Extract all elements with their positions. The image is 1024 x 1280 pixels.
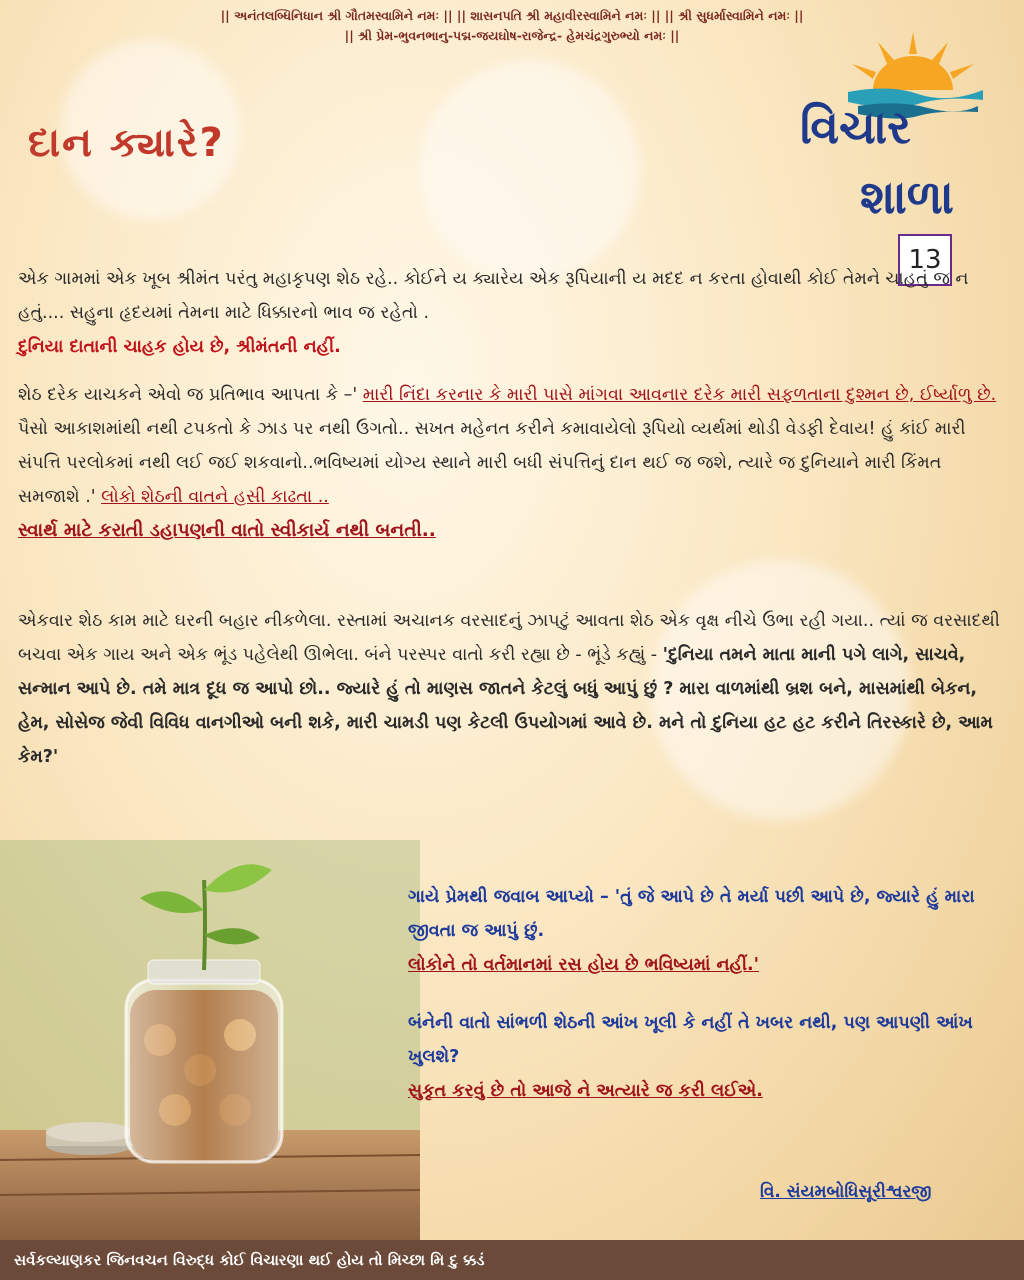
- brand-name-line-1: વિચાર: [800, 100, 911, 154]
- conclusion-text: બંનેની વાતો સાંભળી શેઠની આંખ ખૂલી કે નહીં તે ખબર નથી, પણ આપણી આંખ ખુલશે?: [408, 1013, 973, 1067]
- paragraph-conclusion: [408, 1006, 998, 1108]
- coin-jar-plant-image: [0, 840, 420, 1240]
- invocation-line-1: || અનંતલબ્ધિનિધાન શ્રી ગૌતમસ્વામિને નમઃ || || શાસનપતિ શ્રી મહાવીરસ્વામિને નમઃ || || શ્રી સુધર્માસ્વામિને નમઃ ||: [220, 8, 804, 23]
- cow-reply-highlight: લોકોને તો વર્તમાનમાં રસ હોય છે ભવિષ્યમાં નહીં.': [408, 955, 759, 975]
- pig-quote: 'દુનિયા તમને માતા માની પગે લાગે, સાચવે, સન્માન આપે છે. તમે માત્ર દૂધ જ આપો છો.. જ્યારે હું તો માણસ જાતને કેટલું બધું આપું છું ? મારા વાળમાંથી બ્રશ બને, માસમાંથી બેકન, હેમ, સોસેજ જેવી વિવિધ વાનગીઓ બની શકે, મારી ચામડી પણ કેટલી ઉપયોગમાં આવે છે. મને તો દુનિયા હટ હટ કરીને તિરસ્કારે છે, આમ કેમ?': [18, 645, 993, 767]
- footer-banner: સર્વકલ્યાણકર જિનવચન વિરુદ્ધ કોઈ વિચારણા થઈ હોય તો મિચ્છા મિ દુ ક્કડં: [0, 1240, 1024, 1280]
- paragraph-seth-response: [18, 378, 1008, 548]
- seth-quote-underlined: મારી નિંદા કરનાર કે મારી પાસે માંગવા આવનાર દરેક મારી સફળતાના દુશ્મન છે, ઈર્ષ્યાળુ છે.: [362, 385, 997, 405]
- story-text: એકવાર શેઠ કામ માટે ઘરની બહાર નીકળેલા. રસ્તામાં અચાનક વરસાદનું ઝાપટું આવતા શેઠ એક વૃક્ષ નીચે ઉભા રહી ગયા.. ત્યાં જ વરસાદથી બચવા એક ગાય અને એક ભૂંડ પહેલેથી ઊભેલા. બંને પરસ્પર વાતો કરી રહ્યા છે - ભૂંડે કહ્યું -: [18, 611, 1000, 665]
- author-signature: વિ. સંયમબોધિસૂરીશ્વરજી: [760, 1182, 932, 1202]
- cow-reply-text: ગાયે પ્રેમથી જવાબ આપ્યો – 'તું જે આપે છે તે મર્યા પછી આપે છે, જ્યારે હું મારા જીવતા જ આપું છું.: [408, 887, 975, 941]
- paragraph-story: [18, 604, 1008, 774]
- brand-name-line-2: શાળા: [860, 170, 954, 224]
- intro-text: એક ગામમાં એક ખૂબ શ્રીમંત પરંતુ મહાકૃપણ શેઠ રહે.. કોઈને ય ક્યારેય એક રૂપિયાની ય મદદ ન કરતા હોવાથી કોઈ તેમને ચાહતું જ ન હતું.... સહુના હૃદયમાં તેમના માટે ધિક્કારનો ભાવ જ રહેતો .: [18, 269, 969, 323]
- bokeh-light: [420, 60, 640, 280]
- invocation-line-2: || શ્રી પ્રેમ-ભુવનભાનુ-પદ્મ-જયઘોષ-રાજેન્દ્ર- હેમચંદ્રગુરુભ્યો નમઃ ||: [344, 28, 680, 43]
- seth-highlight: સ્વાર્થ માટે કરાતી ડહાપણની વાતો સ્વીકાર્ય નથી બનતી..: [18, 520, 436, 541]
- seth-mid: પૈસો આકાશમાંથી નથી ટપકતો કે ઝાડ પર નથી ઉગતો.. સખત મહેનત કરીને કમાવાયેલો રૂપિયો વ્યર્થમાં થોડી વેડફી દેવાય! હું કાંઈ મારી સંપત્તિ પરલોકમાં નથી લઈ જઈ શકવાનો..ભવિષ્યમાં યોગ્ય સ્થાને મારી બધી સંપત્તિનું દાન થઈ જ જશે, ત્યારે જ દુનિયાને મારી કિંમત સમજાશે .': [18, 419, 966, 507]
- paragraph-intro: [18, 262, 1008, 364]
- intro-highlight: દુનિયા દાતાની ચાહક હોય છે, શ્રીમંતની નહીં.: [18, 337, 341, 357]
- paragraph-cow-reply: [408, 880, 998, 982]
- page-title: દાન ક્યારે?: [28, 120, 225, 166]
- conclusion-highlight: સુકૃત કરવું છે તો આજે ને અત્યારે જ કરી લઈએ.: [408, 1081, 763, 1101]
- issue-number-badge: 13: [898, 234, 952, 286]
- people-laugh-underlined: લોકો શેઠની વાતને હસી કાઢતા ..: [101, 487, 329, 507]
- seth-pre: શેઠ દરેક યાચકને એવો જ પ્રતિભાવ આપતા કે –': [18, 385, 363, 405]
